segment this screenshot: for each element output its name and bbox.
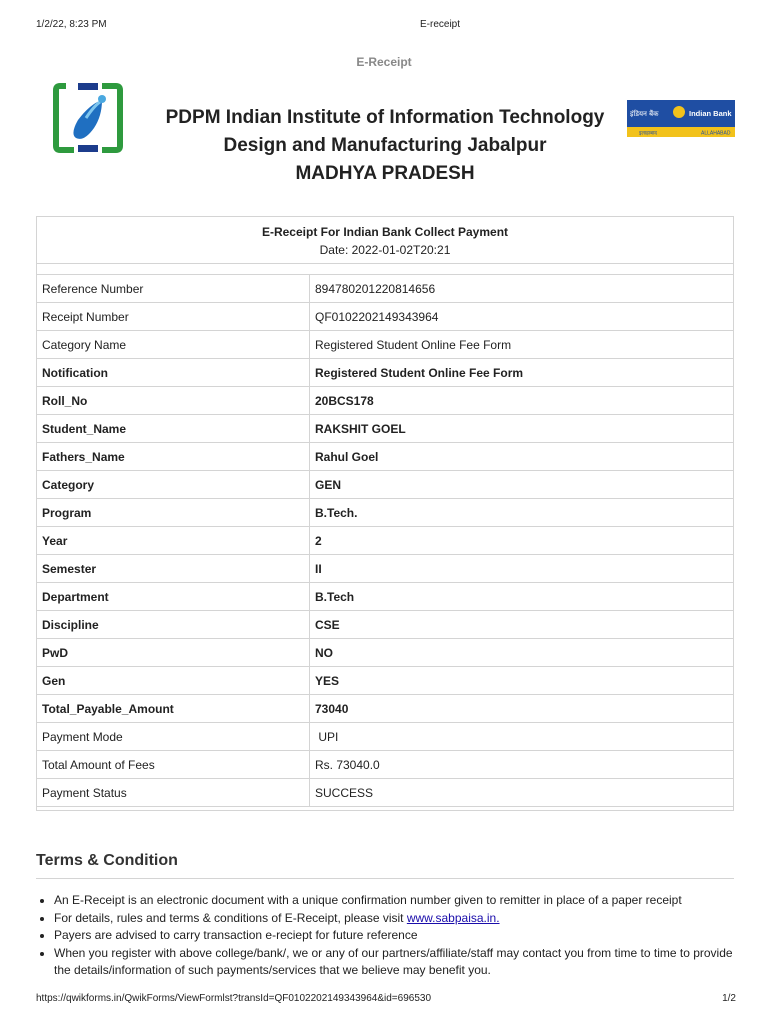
row-value: RAKSHIT GOEL [310,415,734,443]
list-item [54,910,734,928]
bank-tag-left: इलाहाबाद [639,130,657,137]
terms-title: Terms & Condition [36,852,178,869]
row-value: UPI [310,723,734,751]
row-value: 73040 [310,695,734,723]
row-value: B.Tech. [310,499,734,527]
table-row [37,639,733,667]
row-value: QF0102202149343964 [310,303,734,331]
bank-tag-right: ALLAHABAD [701,130,731,137]
row-label: Total Amount of Fees [37,751,310,779]
row-value: YES [310,667,734,695]
table-row [37,583,733,611]
row-value: Rahul Goel [310,443,734,471]
row-label: Payment Status [37,779,310,807]
table-row [37,527,733,555]
table-row [37,443,733,471]
institute-name [140,104,630,188]
row-label: Fathers_Name [37,443,310,471]
institute-line-2: Design and Manufacturing Jabalpur [223,135,547,156]
row-label: Discipline [37,611,310,639]
row-value: 20BCS178 [310,387,734,415]
row-value: Registered Student Online Fee Form [310,359,734,387]
receipt-table [37,275,733,807]
terms-list [36,892,734,980]
row-label: Program [37,499,310,527]
row-value: B.Tech [310,583,734,611]
bank-english-name: Indian Bank [689,109,732,118]
receipt-box [36,216,734,811]
print-url: https://qwikforms.in/QwikForms/ViewFormlst?transId=QF0102202149343964&id=696530 [36,993,432,1004]
row-label: Semester [37,555,310,583]
table-row [37,471,733,499]
table-row [37,779,733,807]
table-row [37,751,733,779]
row-value: GEN [310,471,734,499]
bank-hindi-name: इंडियन बैंक [630,110,659,118]
table-row [37,723,733,751]
sabpaisa-link[interactable]: www.sabpaisa.in. [406,910,500,925]
list-item: • Payers are advised to carry transaction e-reciept for future reference [54,927,734,945]
receipt-date: Date: 2022-01-02T20:21 [319,243,451,257]
page-title: E-Receipt [356,55,412,69]
table-row [37,415,733,443]
table-row [37,303,733,331]
row-label: Department [37,583,310,611]
table-row [37,555,733,583]
row-value: CSE [310,611,734,639]
row-label: Roll_No [37,387,310,415]
row-value: Rs. 73040.0 [310,751,734,779]
row-label: Year [37,527,310,555]
table-row [37,359,733,387]
row-label: Reference Number [37,275,310,303]
receipt-heading: E-Receipt For Indian Bank Collect Payment [261,225,509,239]
row-value: 2 [310,527,734,555]
row-label: Receipt Number [37,303,310,331]
row-label: Payment Mode [37,723,310,751]
indian-bank-logo-icon [627,100,735,137]
row-value: II [310,555,734,583]
table-row [37,667,733,695]
table-row [37,387,733,415]
row-label: Category Name [37,331,310,359]
row-value: SUCCESS [310,779,734,807]
receipt-header [37,217,733,264]
print-doc-title: E-receipt [419,19,460,30]
row-label: Gen [37,667,310,695]
table-row [37,499,733,527]
table-row [37,331,733,359]
institute-line-1: PDPM Indian Institute of Information Technology [165,107,605,128]
terms-item2-text: For details, rules and terms & conditions of E-Receipt, please visit [54,910,407,925]
row-label: Student_Name [37,415,310,443]
row-label: Total_Payable_Amount [37,695,310,723]
row-label: Category [37,471,310,499]
row-value: Registered Student Online Fee Form [310,331,734,359]
print-datetime: 1/2/22, 8:23 PM [36,19,107,30]
institute-logo-icon [52,82,124,154]
print-page-number: 1/2 [722,993,736,1004]
receipt-spacer [37,264,733,275]
institute-line-3: MADHYA PRADESH [295,163,475,184]
terms-divider [36,878,734,879]
row-value: 894780201220814656 [310,275,734,303]
row-value: NO [310,639,734,667]
list-item: • An E-Receipt is an electronic document with a unique confirmation number given to remitter in place of a paper receipt [54,892,734,910]
table-row [37,611,733,639]
row-label: Notification [37,359,310,387]
list-item: • When you register with above college/bank/, we or any of our partners/affiliate/staff may contact you from time to time to provide the details/information of such payments/services that we believe may benefit you. [54,945,734,980]
row-label: PwD [37,639,310,667]
table-row [37,275,733,303]
table-row [37,695,733,723]
